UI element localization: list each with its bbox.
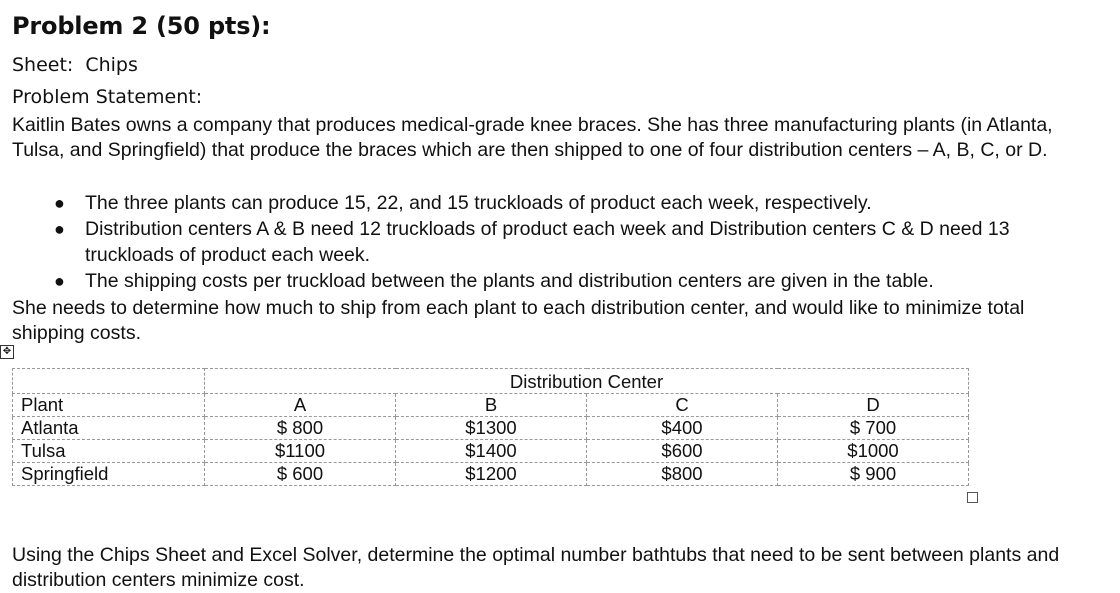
sheet-name: Chips xyxy=(85,54,138,76)
table-row xyxy=(13,463,969,486)
table-resize-handle[interactable] xyxy=(967,492,978,503)
intro-paragraph: Kaitlin Bates owns a company that produces medical-grade knee braces. She has three manufacturing plants (in Atlanta, Tulsa, and Springfield) that produce the braces which are then shipped to one of four distribution centers – A, B, C, or D. xyxy=(12,114,1053,161)
bullet-icon: ● xyxy=(54,193,65,213)
column-header-b: B xyxy=(396,394,587,417)
table-header-row xyxy=(13,394,969,417)
cost-cell: $600 xyxy=(587,440,778,463)
cost-cell: $1100 xyxy=(205,440,396,463)
closing-paragraph: She needs to determine how much to ship from each plant to each distribution center, and would like to minimize total shipping costs. xyxy=(12,297,1025,344)
sheet-label: Sheet: xyxy=(12,54,74,76)
table-move-handle-icon[interactable]: ✥ xyxy=(0,345,14,359)
bullet-icon: ● xyxy=(54,219,65,239)
cost-cell: $1400 xyxy=(396,440,587,463)
requirements-list xyxy=(0,190,1110,294)
cost-cell: $400 xyxy=(587,417,778,440)
cost-cell: $ 600 xyxy=(205,463,396,486)
column-header-d: D xyxy=(778,394,969,417)
sheet-line xyxy=(12,54,138,76)
problem-heading: Problem 2 (50 pts): xyxy=(12,12,271,40)
task-instruction: Using the Chips Sheet and Excel Solver, determine the optimal number bathtubs that need to be sent between plants and distribution centers minimize cost. xyxy=(12,544,1060,591)
cost-cell: $1300 xyxy=(396,417,587,440)
cost-cell: $1200 xyxy=(396,463,587,486)
table-row xyxy=(13,417,969,440)
list-item: ● Distribution centers A & B need 12 truckloads of product each week and Distribution centers C & D need 13 truckloads of product each week. xyxy=(54,218,1010,266)
list-item: ● The three plants can produce 15, 22, and 15 truckloads of product each week, respectively. xyxy=(54,192,872,214)
cost-cell: $ 900 xyxy=(778,463,969,486)
shipping-cost-table xyxy=(12,368,969,486)
problem-statement-label: Problem Statement: xyxy=(12,86,203,108)
plant-name: Springfield xyxy=(13,463,205,486)
column-header-plant: Plant xyxy=(13,394,205,417)
plant-name: Atlanta xyxy=(13,417,205,440)
column-header-c: C xyxy=(587,394,778,417)
cost-cell: $ 700 xyxy=(778,417,969,440)
cost-cell: $1000 xyxy=(778,440,969,463)
table-group-header-row xyxy=(13,369,969,394)
plant-name: Tulsa xyxy=(13,440,205,463)
list-item: ● The shipping costs per truckload between the plants and distribution centers are given in the table. xyxy=(54,270,934,292)
table-cell xyxy=(13,369,205,394)
cost-cell: $ 800 xyxy=(205,417,396,440)
cost-cell: $800 xyxy=(587,463,778,486)
table-row xyxy=(13,440,969,463)
column-header-a: A xyxy=(205,394,396,417)
distribution-center-header: Distribution Center xyxy=(205,369,969,394)
bullet-icon: ● xyxy=(54,271,65,291)
